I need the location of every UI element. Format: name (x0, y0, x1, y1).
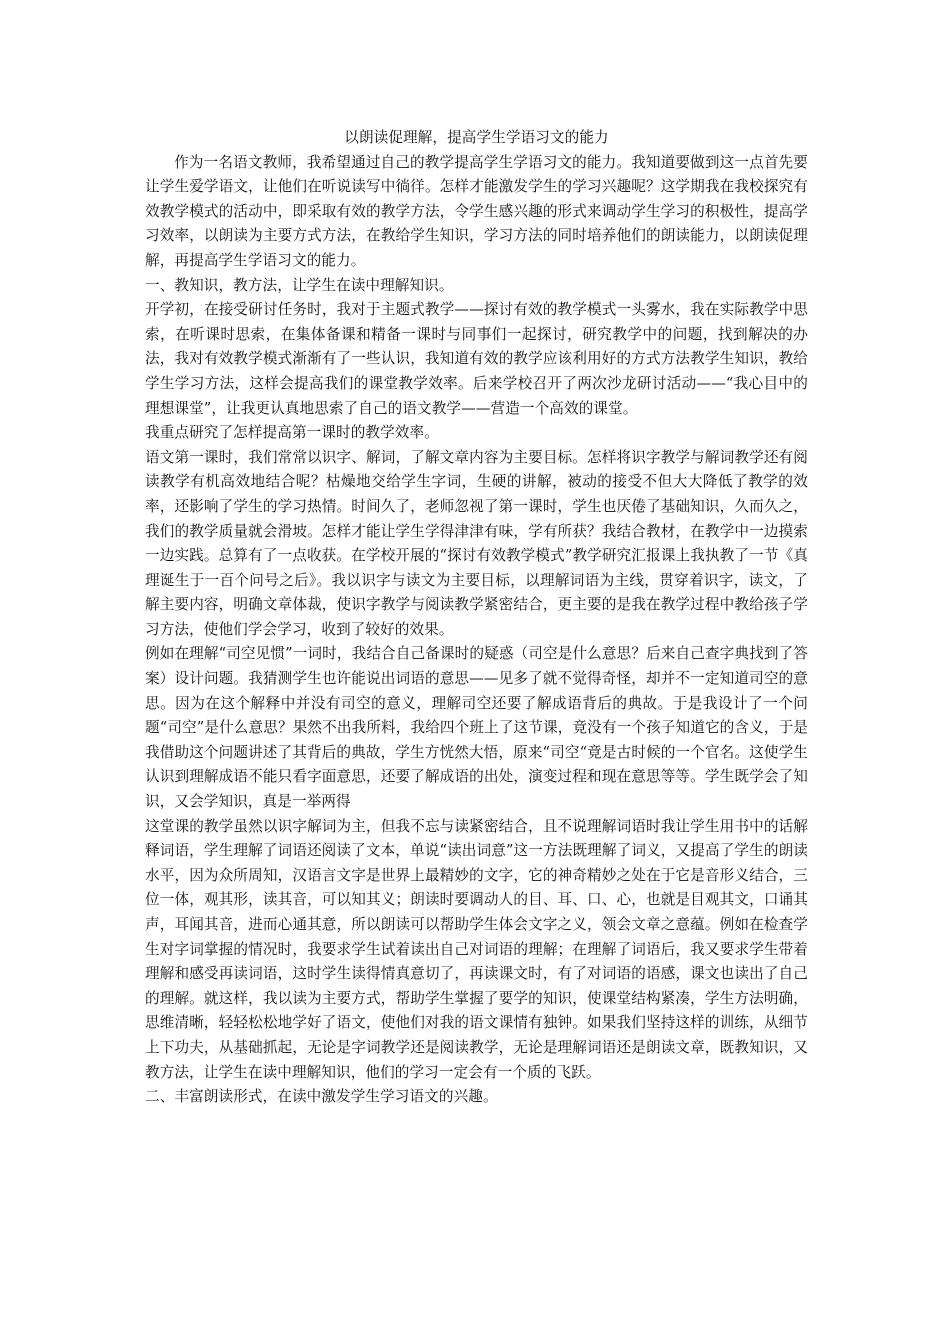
paragraph-first-lesson: 语文第一课时，我们常常以识字、解词，了解文章内容为主要目标。怎样将识字教学与解词教学还有阅读教学有机高效地结合呢？枯燥地交给学生字词，生硬的讲解，被动的接受不但大大降低了教学的效率，还影响了学生的学习热情。时间久了，老师忽视了第一课时，学生也厌倦了基础知识，久而久之，我们的教学质量就会滑坡。怎样才能让学生学得津津有味，学有所获？我结合教材，在教学中一边摸索一边实践。总算有了一点收获。在学校开展的“探讨有效教学模式”教学研究汇报课上我执教了一节《真理诞生于一百个问号之后》。我以识字与读文为主要目标，以理解词语为主线，贯穿着识字，读文，了解主要内容，明确文章体裁，使识字教学与阅读教学紧密结合，更主要的是我在教学过程中教给孩子学习方法，使他们学会学习，收到了较好的效果。 (145, 448, 808, 638)
paragraph-semester-start: 开学初，在接受研讨任务时，我对于主题式教学——探讨有效的教学模式一头雾水，我在实际教学中思索，在听课时思索，在集体备课和精备一课时与同事们一起探讨，研究教学中的问题，找到解决的办法，我对有效教学模式渐渐有了一些认识，我知道有效的教学应该利用好的方式方法教学生知识，教给学生学习方法，这样会提高我们的课堂教学效率。后来学校召开了两次沙龙研讨活动——“我心目中的理想课堂”，让我更认真地思索了自己的语文教学——营造一个高效的课堂。 (145, 301, 808, 417)
paragraph-reading: 这堂课的教学虽然以识字解词为主，但我不忘与读紧密结合，且不说理解词语时我让学生用书中的话解释词语，学生理解了词语还阅读了文本，单说“读出词意”这一方法既理解了词义，又提高了学生的朗读水平，因为众所周知，汉语言文字是世界上最精妙的文字，它的神奇精妙之处在于它是音形义结合，三位一体，观其形，读其音，可以知其义；朗读时要调动人的目、耳、口、心，也就是目观其文，口诵其声，耳闻其音，进而心通其意，所以朗读可以帮助学生体会文字之义，领会文章之意蕴。例如在检查学生对字词掌握的情况时，我要求学生试着读出自己对词语的理解；在理解了词语后，我又要求学生带着理解和感受再读词语，这时学生读得情真意切了，再读课文时，有了对词语的语感，课文也读出了自己的理解。就这样，我以读为主要方式，帮助学生掌握了要学的知识，使课堂结构紧凑，学生方法明确，思维清晰，轻轻松松地学好了语文，使他们对我的语文课情有独钟。如果我们坚持这样的训练，从细节上下功夫，从基础抓起，无论是字词教学还是阅读教学，无论是理解词语还是朗读文章，既教知识，又教方法，让学生在读中理解知识，他们的学习一定会有一个质的飞跃。 (145, 817, 808, 1081)
document-title: 以朗读促理解，提高学生学语习文的能力 (344, 129, 609, 146)
paragraph-example: 例如在理解“司空见惯”一词时，我结合自己备课时的疑惑（司空是什么意思？后来自己查字典找到了答案）设计问题。我猜测学生也许能说出词语的意思——见多了就不觉得奇怪，却并不一定知道司空的意思。因为在这个解释中并没有司空的意义，理解司空还要了解成语背后的典故。于是我设计了一个问题“司空”是什么意思？果然不出我所料，我给四个班上了这节课，竟没有一个孩子知道它的含义，于是我借助这个问题讲述了其背后的典故，学生方恍然大悟，原来“司空“竟是古时候的一个官名。这使学生认识到理解成语不能只看字面意思，还要了解成语的出处，演变过程和现在意思等等。学生既学会了知识，又会学知识，真是一举两得 (145, 645, 808, 811)
section-heading-2: 二、丰富朗读形式，在读中激发学生学习语文的兴趣。 (145, 1088, 498, 1106)
section-heading-1: 一、教知识，教方法，让学生在读中理解知识。 (145, 276, 454, 294)
paragraph-focus: 我重点研究了怎样提高第一课时的教学效率。 (145, 424, 439, 442)
document-body (145, 126, 808, 1110)
paragraph-intro: 作为一名语文教师，我希望通过自己的教学提高学生学语习文的能力。我知道要做到这一点首先要让学生爱学语文，让他们在听说读写中徜徉。怎样才能激发学生的学习兴趣呢？这学期我在我校探究有效教学模式的活动中，即采取有效的教学方法，令学生感兴趣的形式来调动学生学习的积极性，提高学习效率，以朗读为主要方式方法，在教给学生知识，学习方法的同时培养他们的朗读能力，以朗读促理解，再提高学生学语习文的能力。 (145, 153, 808, 269)
